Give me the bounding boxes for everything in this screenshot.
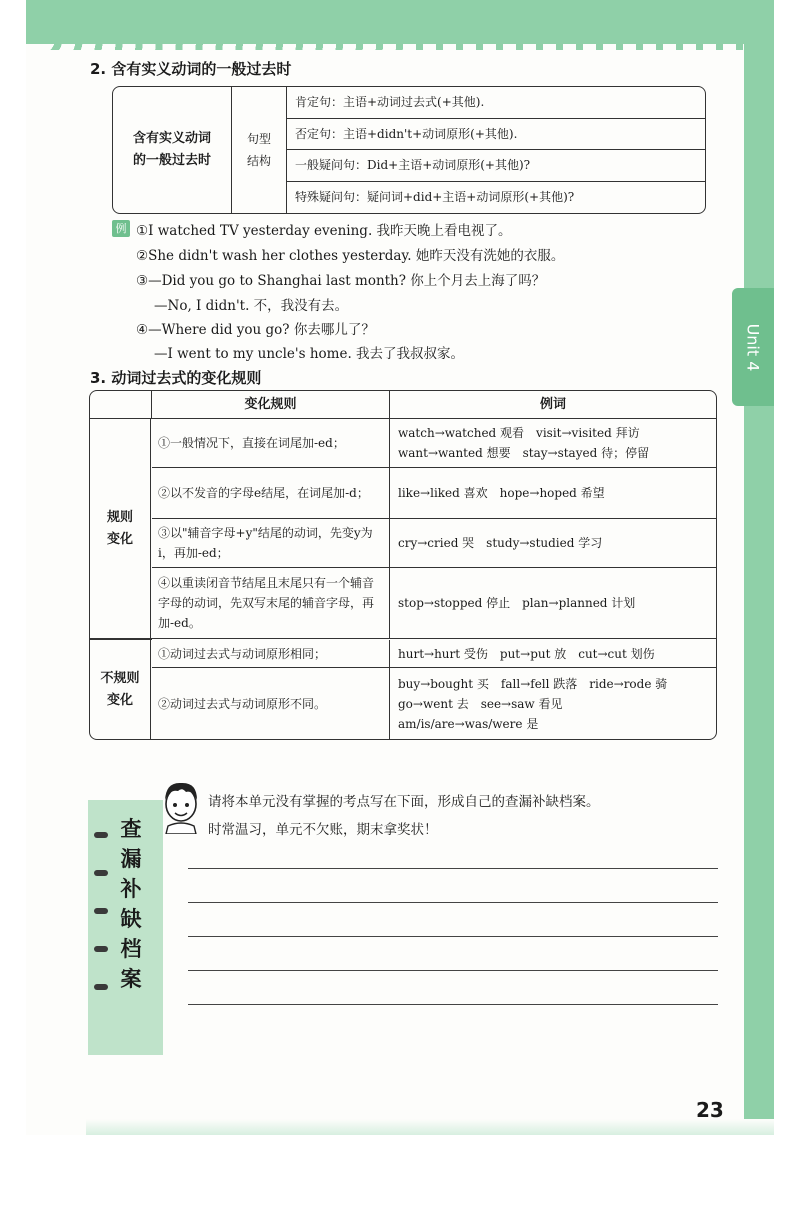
- example-line: —I went to my uncle's home. 我去了我叔叔家。: [154, 346, 465, 362]
- answer-line[interactable]: [188, 868, 718, 869]
- header-examples: 例词: [390, 391, 716, 419]
- unit-tab: Unit 4: [732, 288, 774, 406]
- rule-cell: ①动词过去式与动词原形相同；: [152, 640, 390, 668]
- example-words-cell: hurt→hurt 受伤 put→put 放 cut→cut 划伤: [390, 640, 716, 668]
- page-number: 23: [696, 1098, 724, 1122]
- example-line: —No, I didn't. 不，我没有去。: [154, 298, 349, 314]
- rule-cell: ③以"辅音字母+y"结尾的动词，先变y为i，再加-ed；: [152, 519, 390, 568]
- top-decor-band: [26, 0, 774, 44]
- example-words-cell: cry→cried 哭 study→studied 学习: [390, 519, 716, 568]
- example-badge: 例: [112, 220, 130, 237]
- answer-line[interactable]: [188, 936, 718, 937]
- review-title-char: 补: [120, 877, 142, 901]
- example-line: ②She didn't wash her clothes yesterday. 她昨天没有洗她的衣服。: [136, 248, 565, 264]
- student-avatar-icon: [156, 778, 206, 834]
- wh-question-row: 特殊疑问句：疑问词+did+主语+动词原形(+其他)?: [295, 189, 575, 204]
- example-words-cell: like→liked 喜欢 hope→hoped 希望: [390, 468, 716, 519]
- bottom-decor-band: [86, 1119, 774, 1135]
- rule-cell: ④以重读闭音节结尾且末尾只有一个辅音字母的动词，先双写末尾的辅音字母，再加-ed。: [152, 568, 390, 639]
- review-title-char: 案: [120, 967, 142, 991]
- right-decor-band: [744, 0, 774, 1135]
- yes-no-question-row: 一般疑问句：Did+主语+动词原形(+其他)?: [287, 150, 705, 182]
- example-line: ③—Did you go to Shanghai last month? 你上个月去上海了吗？: [136, 273, 546, 289]
- example-line: ④—Where did you go? 你去哪儿了？: [136, 322, 375, 338]
- review-title-char: 查: [120, 817, 142, 841]
- rule-cell: ②以不发音的字母e结尾，在词尾加-d；: [152, 468, 390, 519]
- review-title-char: 档: [120, 937, 142, 961]
- rule-cell: ①一般情况下，直接在词尾加-ed；: [152, 419, 390, 468]
- section-2-title: 2. 含有实义动词的一般过去时: [90, 60, 292, 78]
- answer-line[interactable]: [188, 902, 718, 903]
- example-words-cell: watch→watched 观看 visit→visited 拜访 want→wanted 想要 stay→stayed 待；停留: [390, 419, 716, 468]
- example-words-cell: buy→bought 买 fall→fell 跌落 ride→rode 骑 go→went 去 see→saw 看见 am/is/are→was/were 是: [398, 676, 668, 731]
- example-line: ①I watched TV yesterday evening. 我昨天晚上看电视了。: [136, 223, 512, 239]
- negative-row: 否定句：主语+didn't+动词原形(+其他).: [287, 119, 705, 151]
- rule-cell: ②动词过去式与动词原形不同。: [152, 668, 390, 739]
- header-blank: [90, 391, 152, 419]
- review-section: [88, 770, 728, 1060]
- review-title-char: 缺: [120, 907, 142, 931]
- past-tense-structure-table: [112, 86, 706, 214]
- review-instruction: 请将本单元没有掌握的考点写在下面，形成自己的查漏补缺档案。: [208, 794, 600, 810]
- example-words-cell: stop→stopped 停止 plan→planned 计划: [390, 568, 716, 639]
- workbook-page: [26, 0, 774, 1135]
- table-label-cell: 含有实义动词 的一般过去时: [113, 87, 232, 213]
- review-motto: 时常温习，单元不欠账，期末拿奖状！: [208, 822, 438, 838]
- header-rule: 变化规则: [152, 391, 390, 419]
- answer-line[interactable]: [188, 970, 718, 971]
- regular-category: 规则 变化: [90, 419, 151, 639]
- structure-rows: [287, 87, 705, 213]
- sentence-structure-cell: 句型 结构: [232, 87, 287, 213]
- irregular-category: 不规则 变化: [90, 640, 151, 739]
- answer-line[interactable]: [188, 1004, 718, 1005]
- past-tense-rules-table: [89, 390, 717, 740]
- affirmative-row: 肯定句：主语+动词过去式(+其他).: [287, 87, 705, 119]
- section-3-title: 3. 动词过去式的变化规则: [90, 369, 262, 387]
- review-title-char: 漏: [120, 847, 142, 871]
